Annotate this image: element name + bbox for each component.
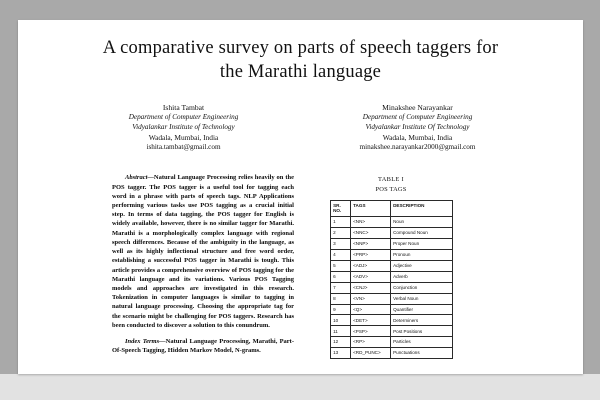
table-title: POS TAGS (375, 185, 407, 193)
cell-description: Verbal Noun (390, 293, 452, 304)
cell-sr-no: 11 (330, 326, 350, 337)
cell-description: Post Positions (390, 326, 452, 337)
abstract-paragraph (112, 173, 294, 330)
column-header-description: DESCRIPTION (390, 200, 452, 217)
table-row (330, 271, 452, 282)
cell-tag: <ADV> (350, 271, 390, 282)
cell-description: Quantifier (390, 304, 452, 315)
title-line-2: the Marathi language (219, 62, 382, 83)
author-entry (328, 103, 508, 154)
table-row (330, 239, 452, 250)
table-row (330, 337, 452, 348)
index-terms-label: Index Terms— (125, 338, 166, 346)
abstract-text: Natural Language Processing relies heavily on the POS tagger. The POS tagger is a useful tool for tagging each word in a phrase with parts of speech tags. NLP Applications performing various tasks use POS tagging as a crucial initial step. In terms of data tagging, the POS tagger for English is widely available, however, there is no similar tagger for Marathi. Marathi is a morphologically complex language with regional speech differences. Because of the ambiguity in the language, as well as its highly inflectional structure and free word order, establishing a successful POS tagger in Marathi is tough. This article provides a comprehensive overview of POS tagging for the Marathi language and its variations. Various POS Tagging models and approaches are investigated in this research. Tokenization in computer languages is similar to tagging in natural language processing. Choosing the appropriate tag for the scenario might be challenging for POS taggers. Research has been conducted to discover a solution to this conundrum. (112, 174, 294, 329)
author-institute: Vidyalankar Institute Of Technology (365, 123, 470, 132)
title-line-1: A comparative survey on parts of speech taggers for (102, 38, 499, 58)
cell-description: Particles (390, 337, 452, 348)
cell-sr-no: 5 (330, 260, 350, 271)
column-header-sr-no: SR. NO. (330, 200, 350, 217)
cell-tag: <PRP> (350, 249, 390, 260)
table-caption (316, 175, 466, 194)
cell-sr-no: 3 (330, 239, 350, 250)
pos-tags-table (330, 200, 453, 360)
abstract-label: Abstract— (125, 174, 154, 182)
cell-description: Compound Noun (390, 228, 452, 239)
cell-description: Punctuations (390, 348, 452, 359)
table-row (330, 293, 452, 304)
cell-sr-no: 13 (330, 348, 350, 359)
cell-tag: <ADJ> (350, 260, 390, 271)
table-row (330, 228, 452, 239)
cell-tag: <CNJ> (350, 282, 390, 293)
author-city: Wadala, Mumbai, India (382, 133, 453, 143)
table-number: TABLE I (378, 176, 404, 184)
table-row (330, 217, 452, 228)
author-email: ishita.tambat@gmail.com (146, 143, 221, 152)
column-header-tags: TAGS (350, 200, 390, 217)
author-institute: Vidyalankar Institute of Technology (132, 123, 235, 132)
cell-sr-no: 6 (330, 271, 350, 282)
cell-sr-no: 7 (330, 282, 350, 293)
cell-sr-no: 4 (330, 249, 350, 260)
cell-tag: <NNP> (350, 239, 390, 250)
cell-description: Pronoun (390, 249, 452, 260)
table-row (330, 249, 452, 260)
table-row (330, 282, 452, 293)
table-row (330, 348, 452, 359)
viewer-lower-band (0, 374, 600, 400)
table-row (330, 326, 452, 337)
cell-sr-no: 10 (330, 315, 350, 326)
cell-tag: <RP> (350, 337, 390, 348)
paper-page (18, 20, 583, 374)
author-block (18, 103, 583, 154)
page-title (18, 20, 583, 85)
cell-description: Adverb (390, 271, 452, 282)
table-header (330, 200, 452, 217)
table-row (330, 304, 452, 315)
author-department: Department of Computer Engineering (128, 113, 239, 122)
cell-sr-no: 1 (330, 217, 350, 228)
body-columns (18, 173, 583, 359)
cell-sr-no: 9 (330, 304, 350, 315)
cell-description: Proper Noun (390, 239, 452, 250)
cell-tag: <RD_PUNC> (350, 348, 390, 359)
cell-description: Conjunction (390, 282, 452, 293)
table-row (330, 315, 452, 326)
author-department: Department of Computer Engineering (362, 113, 473, 122)
author-name: Ishita Tambat (162, 102, 205, 112)
cell-tag: <VN> (350, 293, 390, 304)
author-email: minakshee.narayankar2000@gmail.com (359, 143, 476, 152)
cell-tag: <NNC> (350, 228, 390, 239)
cell-tag: <Q> (350, 304, 390, 315)
column-left (112, 173, 294, 355)
table-header-row (330, 200, 452, 217)
cell-sr-no: 8 (330, 293, 350, 304)
cell-description: Adjective (390, 260, 452, 271)
cell-tag: <PSP> (350, 326, 390, 337)
cell-tag: <NN> (350, 217, 390, 228)
cell-sr-no: 2 (330, 228, 350, 239)
cell-tag: <DET> (350, 315, 390, 326)
author-name: Minakshee Narayankar (382, 102, 453, 112)
column-right (316, 173, 466, 359)
cell-description: Determiners (390, 315, 452, 326)
author-city: Wadala, Mumbai, India (148, 133, 219, 143)
index-terms-text: Natural Language Processing, Marathi, Part-Of-Speech Tagging, Hidden Markov Model, N-grams. (112, 338, 294, 355)
table-body (330, 217, 452, 359)
author-entry (94, 103, 274, 154)
index-terms-paragraph (112, 337, 294, 355)
table-row (330, 260, 452, 271)
cell-description: Noun (390, 217, 452, 228)
cell-sr-no: 12 (330, 337, 350, 348)
